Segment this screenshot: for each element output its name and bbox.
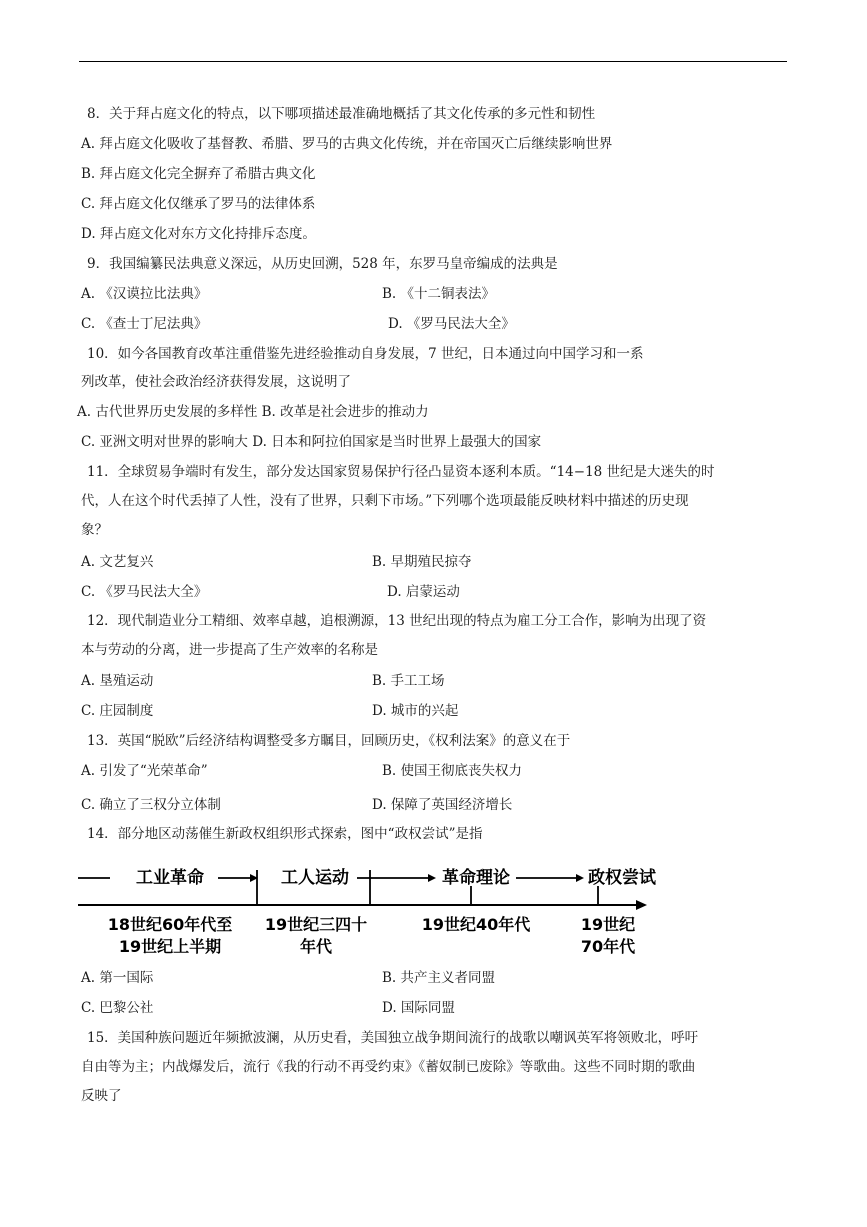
q11-stem-line2: 代，人在这个时代丢掉了人性，没有了世界，只剩下市场。”下列哪个选项最能反映材料中描述的历史现 xyxy=(81,493,689,509)
timeline-period-4-line2: 70年代 xyxy=(580,937,636,956)
q9-option-d: D. 《罗马民法大全》 xyxy=(388,316,515,332)
timeline-label-industrial-revolution: 工业革命 xyxy=(136,868,204,888)
q13-option-c: C. 确立了三权分立体制 xyxy=(81,797,221,813)
timeline-label-workers-movement: 工人运动 xyxy=(281,868,349,888)
q14-timeline-diagram xyxy=(70,850,670,962)
q13-option-a: A. 引发了“光荣革命” xyxy=(81,763,208,779)
q10-options-cd: C. 亚洲文明对世界的影响大 D. 日本和阿拉伯国家是当时世界上最强大的国家 xyxy=(81,434,542,450)
q13-option-b: B. 使国王彻底丧失权力 xyxy=(382,763,523,779)
q8-option-c: C. 拜占庭文化仅继承了罗马的法律体系 xyxy=(81,196,316,212)
q10-options-ab: A. 古代世界历史发展的多样性 B. 改革是社会进步的推动力 xyxy=(77,404,429,420)
timeline-period-1-line1: 18世纪60年代至 xyxy=(107,915,233,934)
q8-option-a: A. 拜占庭文化吸收了基督教、希腊、罗马的古典文化传统，并在帝国灭亡后继续影响世界 xyxy=(81,136,613,152)
header-rule xyxy=(79,61,787,62)
timeline-period-3-line1: 19世纪40年代 xyxy=(421,915,531,934)
q8-option-b: B. 拜占庭文化完全摒弃了希腊古典文化 xyxy=(81,166,316,182)
q10-stem-line1: 10．如今各国教育改革注重借鉴先进经验推动自身发展，7 世纪，日本通过向中国学习和一系 xyxy=(87,346,644,362)
q8-option-d: D. 拜占庭文化对东方文化持排斥态度。 xyxy=(81,226,316,242)
timeline-period-4-line1: 19世纪 xyxy=(580,915,636,934)
q12-option-d: D. 城市的兴起 xyxy=(372,703,459,719)
timeline-period-2-line1: 19世纪三四十 xyxy=(264,915,368,934)
q9-stem: 9．我国编纂民法典意义深远，从历史回溯，528 年，东罗马皇帝编成的法典是 xyxy=(87,256,558,272)
q14-option-c: C. 巴黎公社 xyxy=(81,1000,154,1016)
q12-stem-line2: 本与劳动的分离，进一步提高了生产效率的名称是 xyxy=(81,642,378,658)
q14-stem: 14．部分地区动荡催生新政权组织形式探索，图中“政权尝试”是指 xyxy=(87,826,483,842)
q12-option-b: B. 手工工场 xyxy=(372,673,445,689)
q15-stem-line2: 自由等为主；内战爆发后，流行《我的行动不再受约束》《蓄奴制已废除》等歌曲。这些不同时期的歌曲 xyxy=(81,1059,696,1075)
q15-stem-line1: 15．美国种族问题近年频掀波澜，从历史看，美国独立战争期间流行的战歌以嘲讽英军将领败北，呼吁 xyxy=(87,1030,699,1046)
timeline-label-revolutionary-theory: 革命理论 xyxy=(442,868,510,888)
q13-stem: 13．英国“脱欧”后经济结构调整受多方瞩目，回顾历史，《权利法案》的意义在于 xyxy=(87,733,571,749)
q9-option-b: B. 《十二铜表法》 xyxy=(382,286,496,302)
q11-option-b: B. 早期殖民掠夺 xyxy=(372,554,472,570)
q14-option-a: A. 第一国际 xyxy=(81,970,154,986)
q11-option-a: A. 文艺复兴 xyxy=(81,554,154,570)
q14-option-d: D. 国际同盟 xyxy=(382,1000,455,1016)
q10-stem-line2: 列改革，使社会政治经济获得发展，这说明了 xyxy=(81,374,351,390)
timeline-period-1-line2: 19世纪上半期 xyxy=(118,937,222,956)
q11-option-c: C. 《罗马民法大全》 xyxy=(81,584,208,600)
q14-option-b: B. 共产主义者同盟 xyxy=(382,970,496,986)
q12-stem-line1: 12．现代制造业分工精细、效率卓越，追根溯源，13 世纪出现的特点为雇工分工合作，影响为出现了资 xyxy=(87,613,707,629)
q12-option-c: C. 庄园制度 xyxy=(81,703,154,719)
q13-option-d: D. 保障了英国经济增长 xyxy=(372,797,513,813)
q9-option-c: C. 《查士丁尼法典》 xyxy=(81,316,208,332)
q8-stem: 8．关于拜占庭文化的特点，以下哪项描述最准确地概括了其文化传承的多元性和韧性 xyxy=(87,106,596,122)
timeline-period-2-line2: 年代 xyxy=(299,937,333,956)
timeline-label-regime-attempt: 政权尝试 xyxy=(588,868,656,888)
q15-stem-line3: 反映了 xyxy=(81,1088,122,1104)
q11-stem-line3: 象？ xyxy=(81,522,108,538)
q12-option-a: A. 垦殖运动 xyxy=(81,673,154,689)
q11-stem-line1: 11．全球贸易争端时有发生，部分发达国家贸易保护行径凸显资本逐利本质。“14−18 世纪是大迷失的时 xyxy=(87,464,715,480)
q11-option-d: D. 启蒙运动 xyxy=(387,584,460,600)
q9-option-a: A. 《汉谟拉比法典》 xyxy=(81,286,208,302)
